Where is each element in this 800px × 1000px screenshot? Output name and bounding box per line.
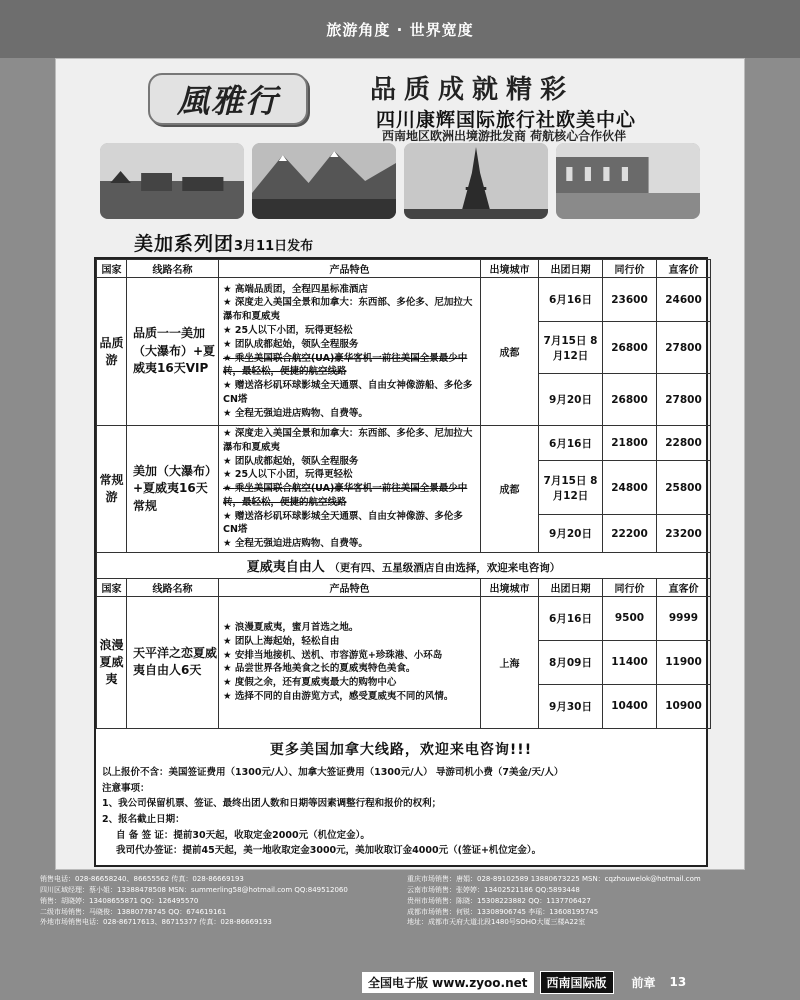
brand-logo: [148, 73, 308, 125]
col-direct-price: 直客价: [657, 260, 711, 278]
direct-price-cell: 22800: [657, 426, 711, 461]
date-cell: 9月20日: [539, 515, 603, 552]
feature-item: ★ 深度走入美国全景和加拿大：东西部、多伦多、尼加拉大瀑布和夏威夷: [223, 427, 476, 455]
features-cell: [219, 278, 481, 426]
footer-line: 销售电话：028-86658240、86655562 传真：028-86669193: [40, 875, 244, 883]
page-number: 13: [669, 975, 687, 989]
peer-price-cell: 26800: [603, 322, 657, 374]
footer-line: 四川区域经理：蔡小姐：13388478508 MSN：summerling58@hotmail.com QQ:849512060: [40, 885, 348, 894]
top-header: [0, 0, 800, 58]
col-city: 出境城市: [481, 578, 539, 596]
table-row: [97, 278, 711, 322]
note-line: 1、我公司保留机票、签证、最终出团人数和日期等因素调整行程和报价的权利；: [102, 798, 442, 810]
tour-table-container: [94, 257, 708, 867]
hawaii-title-cell: [97, 552, 711, 578]
feature-item: ★ 赠送洛杉矶环球影城全天通票、自由女神像游船、多伦多CN塔: [223, 379, 476, 407]
col-route: 线路名称: [127, 260, 219, 278]
feature-item: ★ 赠送洛杉矶环球影城全天通票、自由女神像游、多伦多CN塔: [223, 510, 476, 538]
feature-item: ★ 选择不同的自由游览方式，感受夏威夷不同的风情。: [223, 690, 476, 704]
direct-price-cell: 27800: [657, 374, 711, 426]
feature-item: ★ 25人以下小团，玩得更轻松: [223, 324, 476, 338]
date-cell: 6月16日: [539, 426, 603, 461]
direct-price-cell: 27800: [657, 322, 711, 374]
city-cell: 成都: [481, 278, 539, 426]
route-cell: 天平洋之恋夏威夷自由人6天: [127, 596, 219, 728]
photo-eiffel: [404, 143, 548, 219]
direct-price-cell: 23200: [657, 515, 711, 552]
date-cell: 9月30日: [539, 684, 603, 728]
feature-item: ★ 25人以下小团，玩得更轻松: [223, 468, 476, 482]
feature-item: ★ 品尝世界各地美食之长的夏威夷特色美食。: [223, 662, 476, 676]
peer-price-cell: 26800: [603, 374, 657, 426]
footer-line: 重庆市场销售：唐娟：028-89102589 13880673225 MSN：cqzhouwelok@hotmail.com: [407, 875, 701, 883]
photo-riverside: [556, 143, 700, 219]
table-row: [97, 596, 711, 640]
footer-left: [40, 874, 393, 966]
hawaii-title: 夏威夷自由人: [246, 559, 325, 575]
peer-price-cell: 11400: [603, 640, 657, 684]
direct-price-cell: 9999: [657, 596, 711, 640]
footer-line: 二级市场销售：马晓俊：13880778745 QQ：674619161: [40, 907, 227, 916]
footer-line: 销售：胡晓婷：13408655871 QQ：126495570: [40, 896, 199, 905]
tagline: 西南地区欧洲出境游批发商 荷航核心合作伙伴: [382, 129, 627, 143]
date-cell: 6月16日: [539, 278, 603, 322]
company-name: 四川康辉国际旅行社欧美中心: [376, 109, 637, 131]
feature-item: ★ 浪漫夏威夷，蜜月首选之地。: [223, 621, 476, 635]
header-title: 旅游角度 · 世界宽度: [326, 20, 474, 39]
col-country: 国家: [97, 578, 127, 596]
features-cell: [219, 596, 481, 728]
peer-price-cell: 22200: [603, 515, 657, 552]
direct-price-cell: 25800: [657, 461, 711, 515]
photo-mountains: [252, 143, 396, 219]
feature-item: ★ 全程无强迫进店购物、自费等。: [223, 407, 476, 421]
feature-item: ★ 乘坐美国联合航空(UA)豪华客机一前往美国全景最少中转，最轻松，便捷的航空线路: [223, 352, 476, 380]
feature-item: ★ 深度走入美国全景和加拿大：东西部、多伦多、尼加拉大瀑布和夏威夷: [223, 296, 476, 324]
photo-castle: [100, 143, 244, 219]
feature-item: ★ 高端品质团，全程四星标准酒店: [223, 283, 476, 297]
hawaii-title-row: [97, 552, 711, 578]
country-cell: 常规游: [97, 426, 127, 553]
col-city: 出境城市: [481, 260, 539, 278]
country-cell: 浪漫夏威夷: [97, 596, 127, 728]
col-peer-price: 同行价: [603, 578, 657, 596]
tour-table: [96, 259, 711, 729]
slogan: 品质成就精彩: [370, 75, 575, 105]
ad-frame: [55, 58, 745, 870]
direct-price-cell: 24600: [657, 278, 711, 322]
features-cell: [219, 426, 481, 553]
note-line: 注意事项：: [102, 782, 150, 794]
site-url-link[interactable]: 全国电子版 www.zyoo.net: [362, 972, 534, 993]
logo-text: 風雅行: [176, 82, 279, 120]
contact-title: 更多美国加拿大线路，欢迎来电咨询!!!: [269, 741, 533, 758]
series-date: 3月11日发布: [234, 239, 314, 254]
footer-line: 外地市场销售电话：028-86717613、86715377 传真：028-86669193: [40, 918, 272, 927]
peer-price-cell: 24800: [603, 461, 657, 515]
note-line: 自 备 签 证：提前30天起，收取定金2000元（机位定金）。: [116, 829, 370, 841]
col-date: 出团日期: [539, 260, 603, 278]
table-header-row: [97, 260, 711, 278]
note-line: 2、报名截止日期：: [102, 813, 185, 825]
col-features: 产品特色: [219, 578, 481, 596]
col-date: 出团日期: [539, 578, 603, 596]
route-cell: 美加（大瀑布）+夏威夷16天常规: [127, 426, 219, 553]
city-cell: 成都: [481, 426, 539, 553]
notes: [96, 765, 706, 865]
peer-price-cell: 10400: [603, 684, 657, 728]
date-cell: 9月20日: [539, 374, 603, 426]
footer-line: 贵州市场销售：陈晓：15308223882 QQ：1137706427: [407, 896, 591, 905]
brand-row: [56, 63, 746, 141]
peer-price-cell: 23600: [603, 278, 657, 322]
note-line: 我司代办签证：提前45天起，美一地收取定金3000元，美加收取订金4000元（(签证+机位定金）。: [116, 845, 542, 857]
feature-item: ★ 全程无强迫进店购物、自费等。: [223, 537, 476, 551]
table-header-row: [97, 578, 711, 596]
feature-item: ★ 乘坐美国联合航空(UA)豪华客机一前往美国全景最少中转，最轻松，便捷的航空线路: [223, 482, 476, 510]
photo-strip: [100, 143, 700, 219]
footer-contacts: [40, 874, 760, 966]
feature-item: ★ 团队成都起始，领队全程服务: [223, 338, 476, 352]
note-line: 以上报价不含：美国签证费用（1300元/人）、加拿大签证费用（1300元/人） 导游司机小费（7美金/天/人）: [102, 766, 564, 778]
footer-right: [407, 874, 760, 966]
section-label: 前章: [631, 975, 656, 990]
date-cell: 7月15日 8月12日: [539, 461, 603, 515]
col-route: 线路名称: [127, 578, 219, 596]
col-country: 国家: [97, 260, 127, 278]
footer-line: 云南市场销售：张婷婷：13402521186 QQ:5893448: [407, 885, 580, 894]
col-direct-price: 直客价: [657, 578, 711, 596]
hawaii-subtitle: （更有四、五星级酒店自由选择，欢迎来电咨询）: [329, 561, 561, 574]
bottom-bar: [362, 971, 686, 993]
col-features: 产品特色: [219, 260, 481, 278]
route-cell: 品质一一美加（大瀑布）+夏威夷16天VIP: [127, 278, 219, 426]
feature-item: ★ 安排当地接机、送机、市容游览+珍珠港、小环岛: [223, 649, 476, 663]
country-cell: 品质游: [97, 278, 127, 426]
series-title: [134, 229, 313, 256]
peer-price-cell: 9500: [603, 596, 657, 640]
city-cell: 上海: [481, 596, 539, 728]
peer-price-cell: 21800: [603, 426, 657, 461]
feature-item: ★ 团队成都起始，领队全程服务: [223, 455, 476, 469]
date-cell: 7月15日 8月12日: [539, 322, 603, 374]
feature-item: ★ 度假之余，还有夏威夷最大的购物中心: [223, 676, 476, 690]
direct-price-cell: 10900: [657, 684, 711, 728]
date-cell: 8月09日: [539, 640, 603, 684]
footer-line: 成都市场销售：何锐：13308906745 李瑶：13608195745: [407, 907, 599, 916]
table-row: [97, 426, 711, 461]
edition-badge: 西南国际版: [540, 971, 614, 994]
series-name: 美加系列团: [134, 233, 235, 255]
col-peer-price: 同行价: [603, 260, 657, 278]
direct-price-cell: 11900: [657, 640, 711, 684]
date-cell: 6月16日: [539, 596, 603, 640]
footer-line: 地址：成都市天府大道北段1480号SOHO大厦三楼A22室: [407, 918, 586, 927]
feature-item: ★ 团队上海起始，轻松自由: [223, 635, 476, 649]
